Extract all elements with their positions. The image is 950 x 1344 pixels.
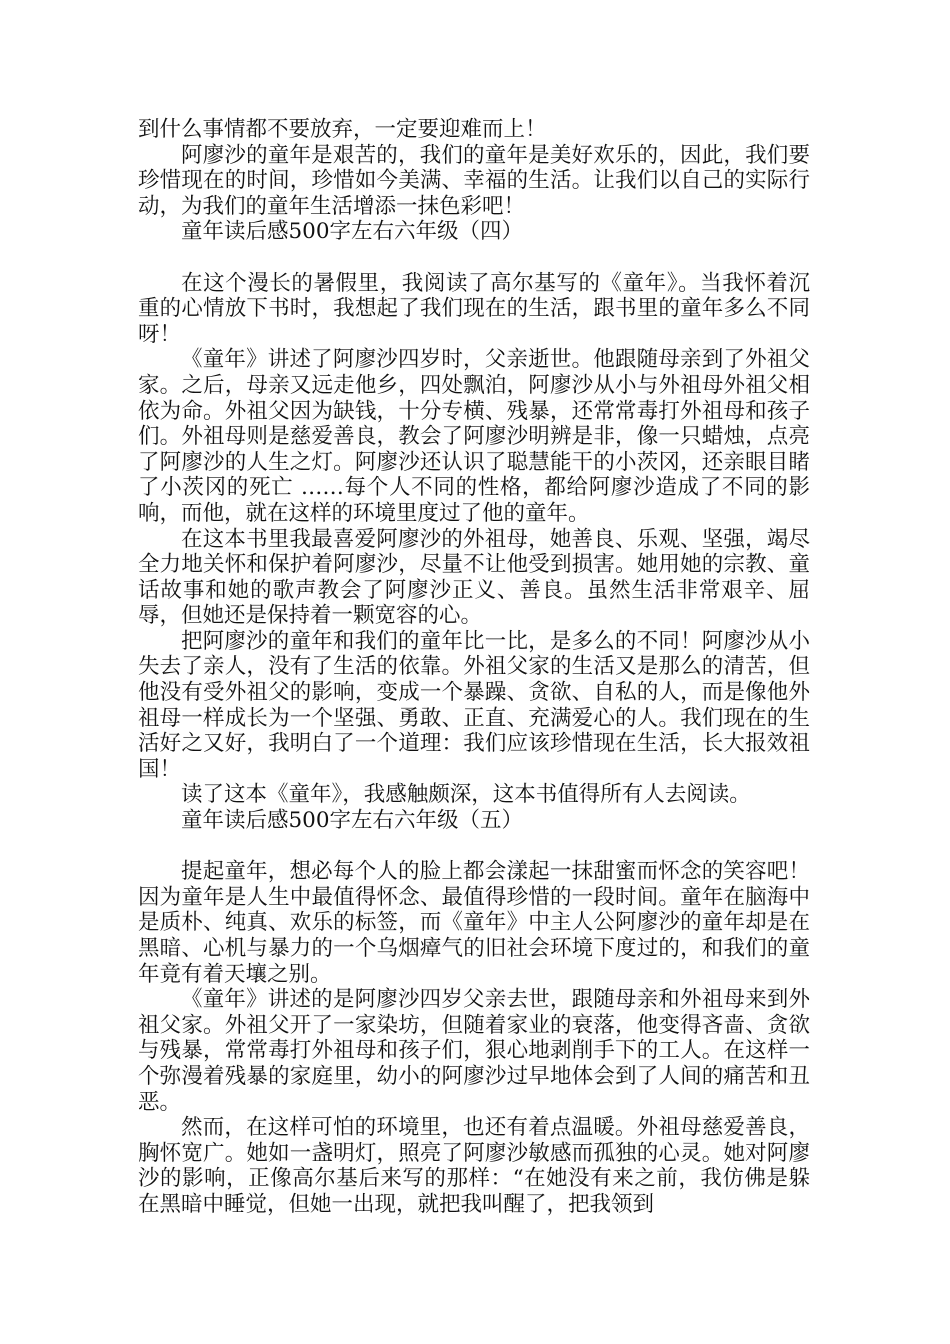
body-paragraph: 在这本书里我最喜爱阿廖沙的外祖母，她善良、乐观、坚强，竭尽全力地关怀和保护着阿廖沙，尽量不让他受到损害。她用她的宗教、童话故事和她的歌声教会了阿廖沙正义、善良。虽然生活非常艰辛、屈辱，但她还是保持着一颗宽容的心。	[138, 526, 810, 629]
blank-line	[138, 245, 810, 271]
section-heading: 童年读后感500字左右六年级（五）	[181, 808, 524, 834]
body-paragraph: 读了这本《童年》，我感触颇深，这本书值得所有人去阅读。	[181, 782, 751, 808]
blank-line	[138, 834, 810, 860]
section-heading: 童年读后感500字左右六年级（四）	[181, 219, 524, 245]
body-paragraph: 到什么事情都不要放弃，一定要迎难而上！	[138, 117, 547, 142]
body-paragraph: 然而，在这样可怕的环境里，也还有着点温暖。外祖母慈爱善良，胸怀宽广。她如一盏明灯，照亮了阿廖沙敏感而孤独的心灵。她对阿廖沙的影响，正像高尔基后来写的那样：“在她没有来之前，我仿佛是躲在黑暗中睡觉，但她一出现，就把我叫醒了，把我领到	[138, 1115, 810, 1217]
body-paragraph: 在这个漫长的暑假里，我阅读了高尔基写的《童年》。当我怀着沉重的心情放下书时，我想起了我们现在的生活，跟书里的童年多么不同呀！	[138, 270, 810, 347]
document-page	[138, 117, 810, 1218]
body-paragraph: 《童年》讲述了阿廖沙四岁时，父亲逝世。他跟随母亲到了外祖父家。之后，母亲又远走他乡，四处飘泊，阿廖沙从小与外祖母外祖父相依为命。外祖父因为缺钱，十分专横、残暴，还常常毒打外祖母和孩子们。外祖母则是慈爱善良，教会了阿廖沙明辨是非，像一只蜡烛，点亮了阿廖沙的人生之灯。阿廖沙还认识了聪慧能干的小茨冈，还亲眼目睹了小茨冈的死亡 ……每个人不同的性格，都给阿廖沙造成了不同的影响，而他，就在这样的环境里度过了他的童年。	[138, 347, 810, 526]
body-paragraph: 阿廖沙的童年是艰苦的，我们的童年是美好欢乐的，因此，我们要珍惜现在的时间，珍惜如今美满、幸福的生活。让我们以自己的实际行动，为我们的童年生活增添一抹色彩吧！	[138, 142, 810, 219]
body-paragraph: 把阿廖沙的童年和我们的童年比一比，是多么的不同！阿廖沙从小失去了亲人，没有了生活的依靠。外祖父家的生活又是那么的清苦，但他没有受外祖父的影响，变成一个暴躁、贪欲、自私的人，而是像他外祖母一样成长为一个坚强、勇敢、正直、充满爱心的人。我们现在的生活好之又好，我明白了一个道理：我们应该珍惜现在生活，长大报效祖国！	[138, 628, 810, 782]
body-paragraph: 《童年》讲述的是阿廖沙四岁父亲去世，跟随母亲和外祖母来到外祖父家。外祖父开了一家染坊，但随着家业的衰落，他变得吝啬、贪欲与残暴，常常毒打外祖母和孩子们，狠心地剥削手下的工人。在这样一个弥漫着残暴的家庭里，幼小的阿廖沙过早地体会到了人间的痛苦和丑恶。	[138, 987, 810, 1115]
body-paragraph: 提起童年，想必每个人的脸上都会漾起一抹甜蜜而怀念的笑容吧！因为童年是人生中最值得怀念、最值得珍惜的一段时间。童年在脑海中是质朴、纯真、欢乐的标签，而《童年》中主人公阿廖沙的童年却是在黑暗、心机与暴力的一个乌烟瘴气的旧社会环境下度过的，和我们的童年竟有着天壤之别。	[138, 859, 810, 987]
